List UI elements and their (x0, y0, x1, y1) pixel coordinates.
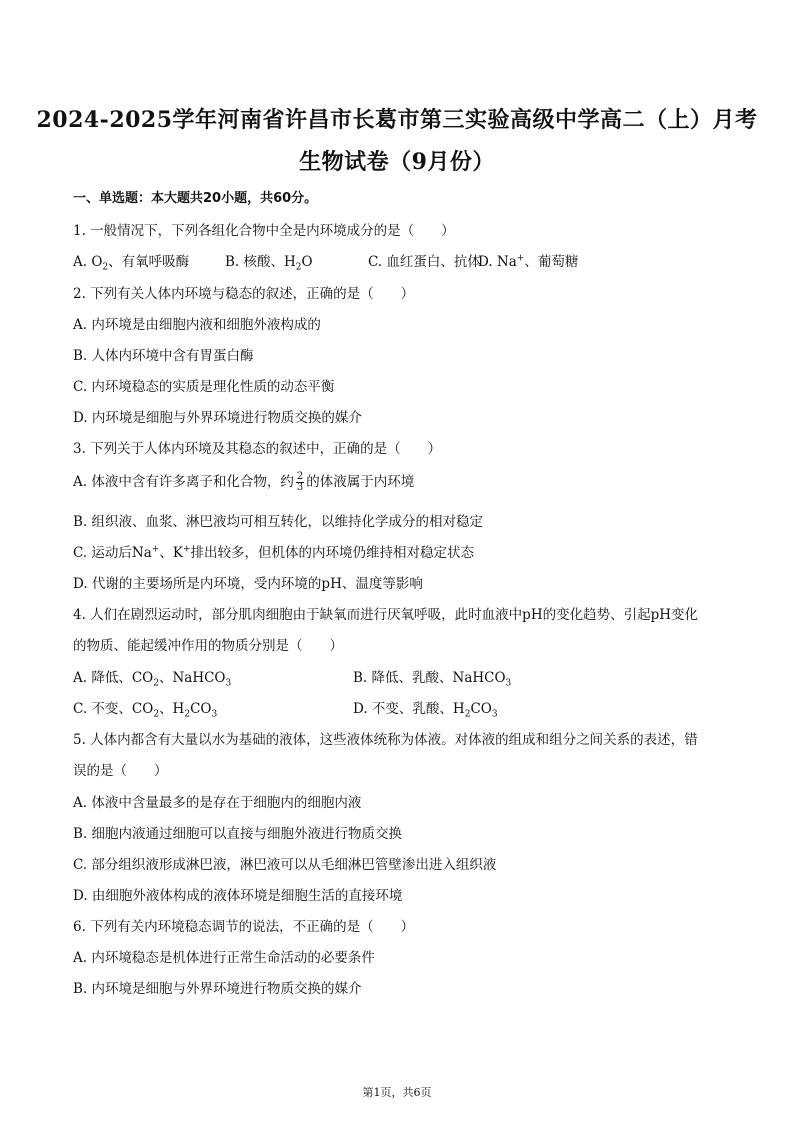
q4-option-a: A. 降低、$CO_2$、NaHCO$_3$ (73, 670, 232, 689)
title-line-2: 生物试卷（9月份） (299, 149, 495, 175)
q1-option-d: D. Na+、葡萄糖 (478, 253, 579, 270)
q3-option-b: B. 组织液、血浆、淋巴液均可相互转化，以维持化学成分的相对稳定 (73, 514, 484, 530)
q3-stem: 3. 下列关于人体内环境及其稳态的叙述中，正确的是（ ） (73, 441, 442, 457)
q4-stem-line-2: 的物质、能起缓冲作用的物质分别是（ ） (73, 638, 343, 654)
q4-option-c: C. 不变、$CO_2$、$H_2CO_3$ (73, 701, 218, 720)
title-line-1: 2024-2025学年河南省许昌市长葛市第三实验高级中学高二（上）月考 (36, 107, 758, 133)
page-footer: 第1页，共6页 (362, 1086, 432, 1099)
q1-option-c: C. 血红蛋白、抗体 (368, 254, 481, 270)
q2-option-b: B. 人体内环境中含有胃蛋白酶 (73, 348, 254, 364)
q2-stem: 2. 下列有关人体内环境与稳态的叙述，正确的是（ ） (73, 286, 415, 302)
q1-option-b: B. 核酸、$H_2O$ (225, 254, 313, 273)
q5-stem-line-2: 误的是（ ） (73, 763, 168, 779)
q1-option-a: A. $O_2$、有氧呼吸酶 (73, 254, 190, 273)
q6-stem: 6. 下列有关内环境稳态调节的说法，不正确的是（ ） (73, 919, 415, 935)
q2-option-c: C. 内环境稳态的实质是理化性质的动态平衡 (73, 379, 335, 395)
q3-option-a: A. 体液中含有许多离子和化合物，约 $\frac{2}{3}$ 的体液属于内环境 (73, 471, 415, 493)
q4-option-d: D. 不变、乳酸、$H_2CO_3$ (353, 701, 498, 720)
q2-option-a: A. 内环境是由细胞内液和细胞外液构成的 (73, 317, 321, 333)
q5-stem-line-1: 5. 人体内都含有大量以水为基础的液体，这些液体统称为体液。对体液的组成和组分之间关系的表述，错 (73, 732, 698, 748)
q1-options (73, 250, 578, 273)
q2-option-d: D. 内环境是细胞与外界环境进行物质交换的媒介 (73, 410, 362, 426)
q4-stem-line-1: 4. 人们在剧烈运动时，部分肌肉细胞由于缺氧而进行厌氧呼吸，此时血液中pH的变化趋势、引起pH变化 (73, 607, 698, 623)
q6-option-b: B. 内环境是细胞与外界环境进行物质交换的媒介 (73, 981, 362, 997)
q3-option-d: D. 代谢的主要场所是内环境，受内环境的pH、温度等影响 (73, 576, 423, 592)
q3-option-c: C. 运动后Na+、K+排出较多，但机体的内环境仍维持相对稳定状态 (73, 544, 474, 561)
q4-option-b: B. 降低、乳酸、NaHCO$_3$ (353, 670, 512, 689)
q5-option-c: C. 部分组织液形成淋巴液，淋巴液可以从毛细淋巴管壁渗出进入组织液 (73, 857, 497, 873)
q4-options-row-2 (73, 697, 498, 720)
section-heading: 一、单选题：本大题共20小题，共60分。 (73, 191, 318, 206)
q5-option-d: D. 由细胞外液体构成的液体环境是细胞生活的直接环境 (73, 888, 403, 904)
q5-option-a: A. 体液中含量最多的是存在于细胞内的细胞内液 (73, 795, 362, 811)
q1-stem: 1. 一般情况下，下列各组化合物中全是内环境成分的是（ ） (73, 223, 455, 239)
q5-option-b: B. 细胞内液通过细胞可以直接与细胞外液进行物质交换 (73, 826, 403, 842)
q4-options-row-1 (73, 666, 511, 689)
fraction: $\frac{2}{3}$ (296, 471, 304, 493)
q6-option-a: A. 内环境稳态是机体进行正常生命活动的必要条件 (73, 950, 375, 966)
